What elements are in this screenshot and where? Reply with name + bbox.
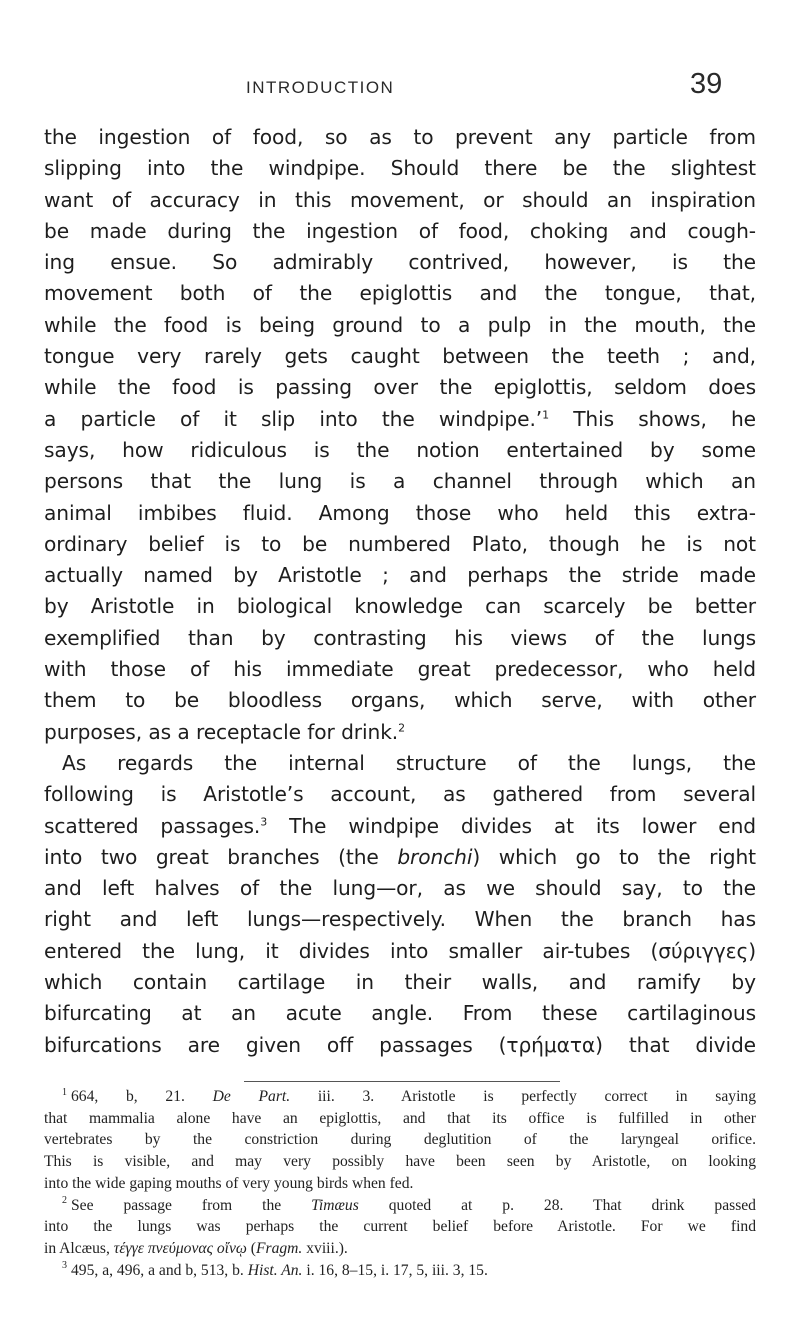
text-line	[44, 1030, 756, 1061]
text-fragment: i. 16, 8–15, i. 17, 5, iii. 3, 15.	[306, 1261, 488, 1279]
italic-title: Hist. An.	[247, 1261, 303, 1279]
text-fragment: in Alcæus,	[44, 1239, 110, 1257]
text-line: actually named by Aristotle ; and perhaps the stride made	[44, 563, 756, 588]
text-fragment: The windpipe divides at its lower end	[289, 813, 756, 838]
footnote-number: 3	[62, 1260, 67, 1272]
text-line: ordinary belief is to be numbered Plato, though he is not	[44, 531, 756, 556]
footnote-2	[44, 1195, 756, 1217]
greek-quote: τέγγε πνεύμονας οἴνῳ	[113, 1239, 247, 1257]
footnote-line: into the wide gaping mouths of very young birds when fed.	[44, 1174, 414, 1192]
main-text	[44, 122, 756, 1061]
text-line: exemplified than by contrasting his views of the lungs	[44, 625, 756, 650]
footnote-number: 2	[62, 1195, 67, 1207]
text-line: says, how ridiculous is the notion entertained by some	[44, 437, 756, 462]
text-fragment: quoted at p. 28. That drink passed	[388, 1196, 756, 1214]
greek-term: (τρήματα)	[498, 1032, 603, 1057]
italic-title: Fragm.	[255, 1239, 303, 1257]
footnote-line: vertebrates by the constriction during deglutition of the laryngeal orifice.	[44, 1131, 756, 1149]
footnote-number: 1	[62, 1086, 67, 1098]
greek-term: (σύριγγες)	[650, 938, 756, 963]
text-line: while the food is being ground to a pulp in the mouth, the	[44, 312, 756, 337]
text-line: persons that the lung is a channel through which an	[44, 469, 756, 494]
footnotes	[44, 1086, 756, 1281]
text-fragment: 495, a, 496, a and b, 513, b.	[71, 1261, 244, 1279]
footnote-marker-3: 3	[260, 814, 268, 828]
text-fragment: into two great branches (the	[44, 844, 379, 869]
running-head-title: INTRODUCTION	[246, 78, 395, 97]
text-line	[44, 936, 756, 967]
text-fragment: 664, b, 21.	[71, 1088, 185, 1105]
text-fragment: bifurcations are given off passages	[44, 1032, 473, 1057]
footnote-divider	[244, 1081, 560, 1082]
footnote-marker-1: 1	[542, 407, 549, 421]
text-line: by Aristotle in biological knowledge can scarcely be better	[44, 594, 756, 619]
text-line: following is Aristotle’s account, as gathered from several	[44, 782, 756, 807]
footnote-3	[44, 1260, 756, 1282]
text-fragment: purposes, as a receptacle for drink.	[44, 719, 399, 744]
footnote-marker-2: 2	[398, 720, 406, 734]
text-line: with those of his immediate great predecessor, who held	[44, 657, 756, 682]
text-line: movement both of the epiglottis and the tongue, that,	[44, 281, 756, 306]
text-line	[44, 717, 756, 748]
footnote-line: This is visible, and may very possibly have been seen by Aristotle, on looking	[44, 1153, 756, 1171]
footnote-1	[44, 1086, 756, 1108]
text-line: As regards the internal structure of the lungs, the	[62, 750, 756, 775]
page-number: 39	[690, 68, 723, 100]
text-line: slipping into the windpipe. Should there be the slightest	[44, 156, 756, 181]
text-fragment: a particle of it slip into the windpipe.’	[44, 406, 543, 431]
text-line: right and left lungs—respectively. When the branch has	[44, 907, 756, 932]
text-fragment: entered the lung, it divides into smaller air-tubes	[44, 938, 631, 963]
text-line: while the food is passing over the epiglottis, seldom does	[44, 375, 756, 400]
running-header	[0, 68, 801, 114]
text-line: be made during the ingestion of food, choking and cough-	[44, 218, 756, 243]
footnote-line: into the lungs was perhaps the current belief before Aristotle. For we find	[44, 1218, 756, 1236]
text-line	[44, 811, 756, 842]
text-fragment: xviii.).	[306, 1239, 348, 1257]
text-fragment: This shows, he	[573, 406, 756, 431]
text-line: ing ensue. So admirably contrived, however, is the	[44, 250, 756, 275]
text-fragment: iii. 3. Aristotle is perfectly correct in saying	[317, 1088, 757, 1105]
text-line: animal imbibes fluid. Among those who held this extra-	[44, 500, 756, 525]
footnote-line: that mammalia alone have an epiglottis, and that its office is fulfilled in other	[44, 1109, 756, 1127]
footnote-line: in Alcæus, τέγγε πνεύμονας οἴνῳ (Fragm. xviii.).	[44, 1239, 348, 1257]
italic-title: Timæus	[311, 1196, 359, 1214]
text-line: and left halves of the lung—or, as we should say, to the	[44, 876, 756, 901]
text-line	[44, 404, 756, 435]
text-line: the ingestion of food, so as to prevent any particle from	[44, 125, 756, 149]
text-fragment: See passage from the	[71, 1196, 282, 1214]
text-line	[44, 842, 756, 873]
text-fragment: ) which go to the right	[472, 844, 757, 869]
text-fragment: scattered passages.	[44, 813, 261, 838]
text-line: tongue very rarely gets caught between the teeth ; and,	[44, 344, 756, 369]
text-fragment: that divide	[628, 1032, 756, 1057]
text-line: which contain cartilage in their walls, and ramify by	[44, 970, 756, 995]
italic-term: bronchi	[397, 844, 473, 869]
italic-title: De Part.	[212, 1088, 291, 1105]
text-line: them to be bloodless organs, which serve, with other	[44, 688, 756, 713]
text-line: bifurcating at an acute angle. From these cartilaginous	[44, 1001, 756, 1026]
text-line: want of accuracy in this movement, or should an inspiration	[44, 187, 756, 212]
